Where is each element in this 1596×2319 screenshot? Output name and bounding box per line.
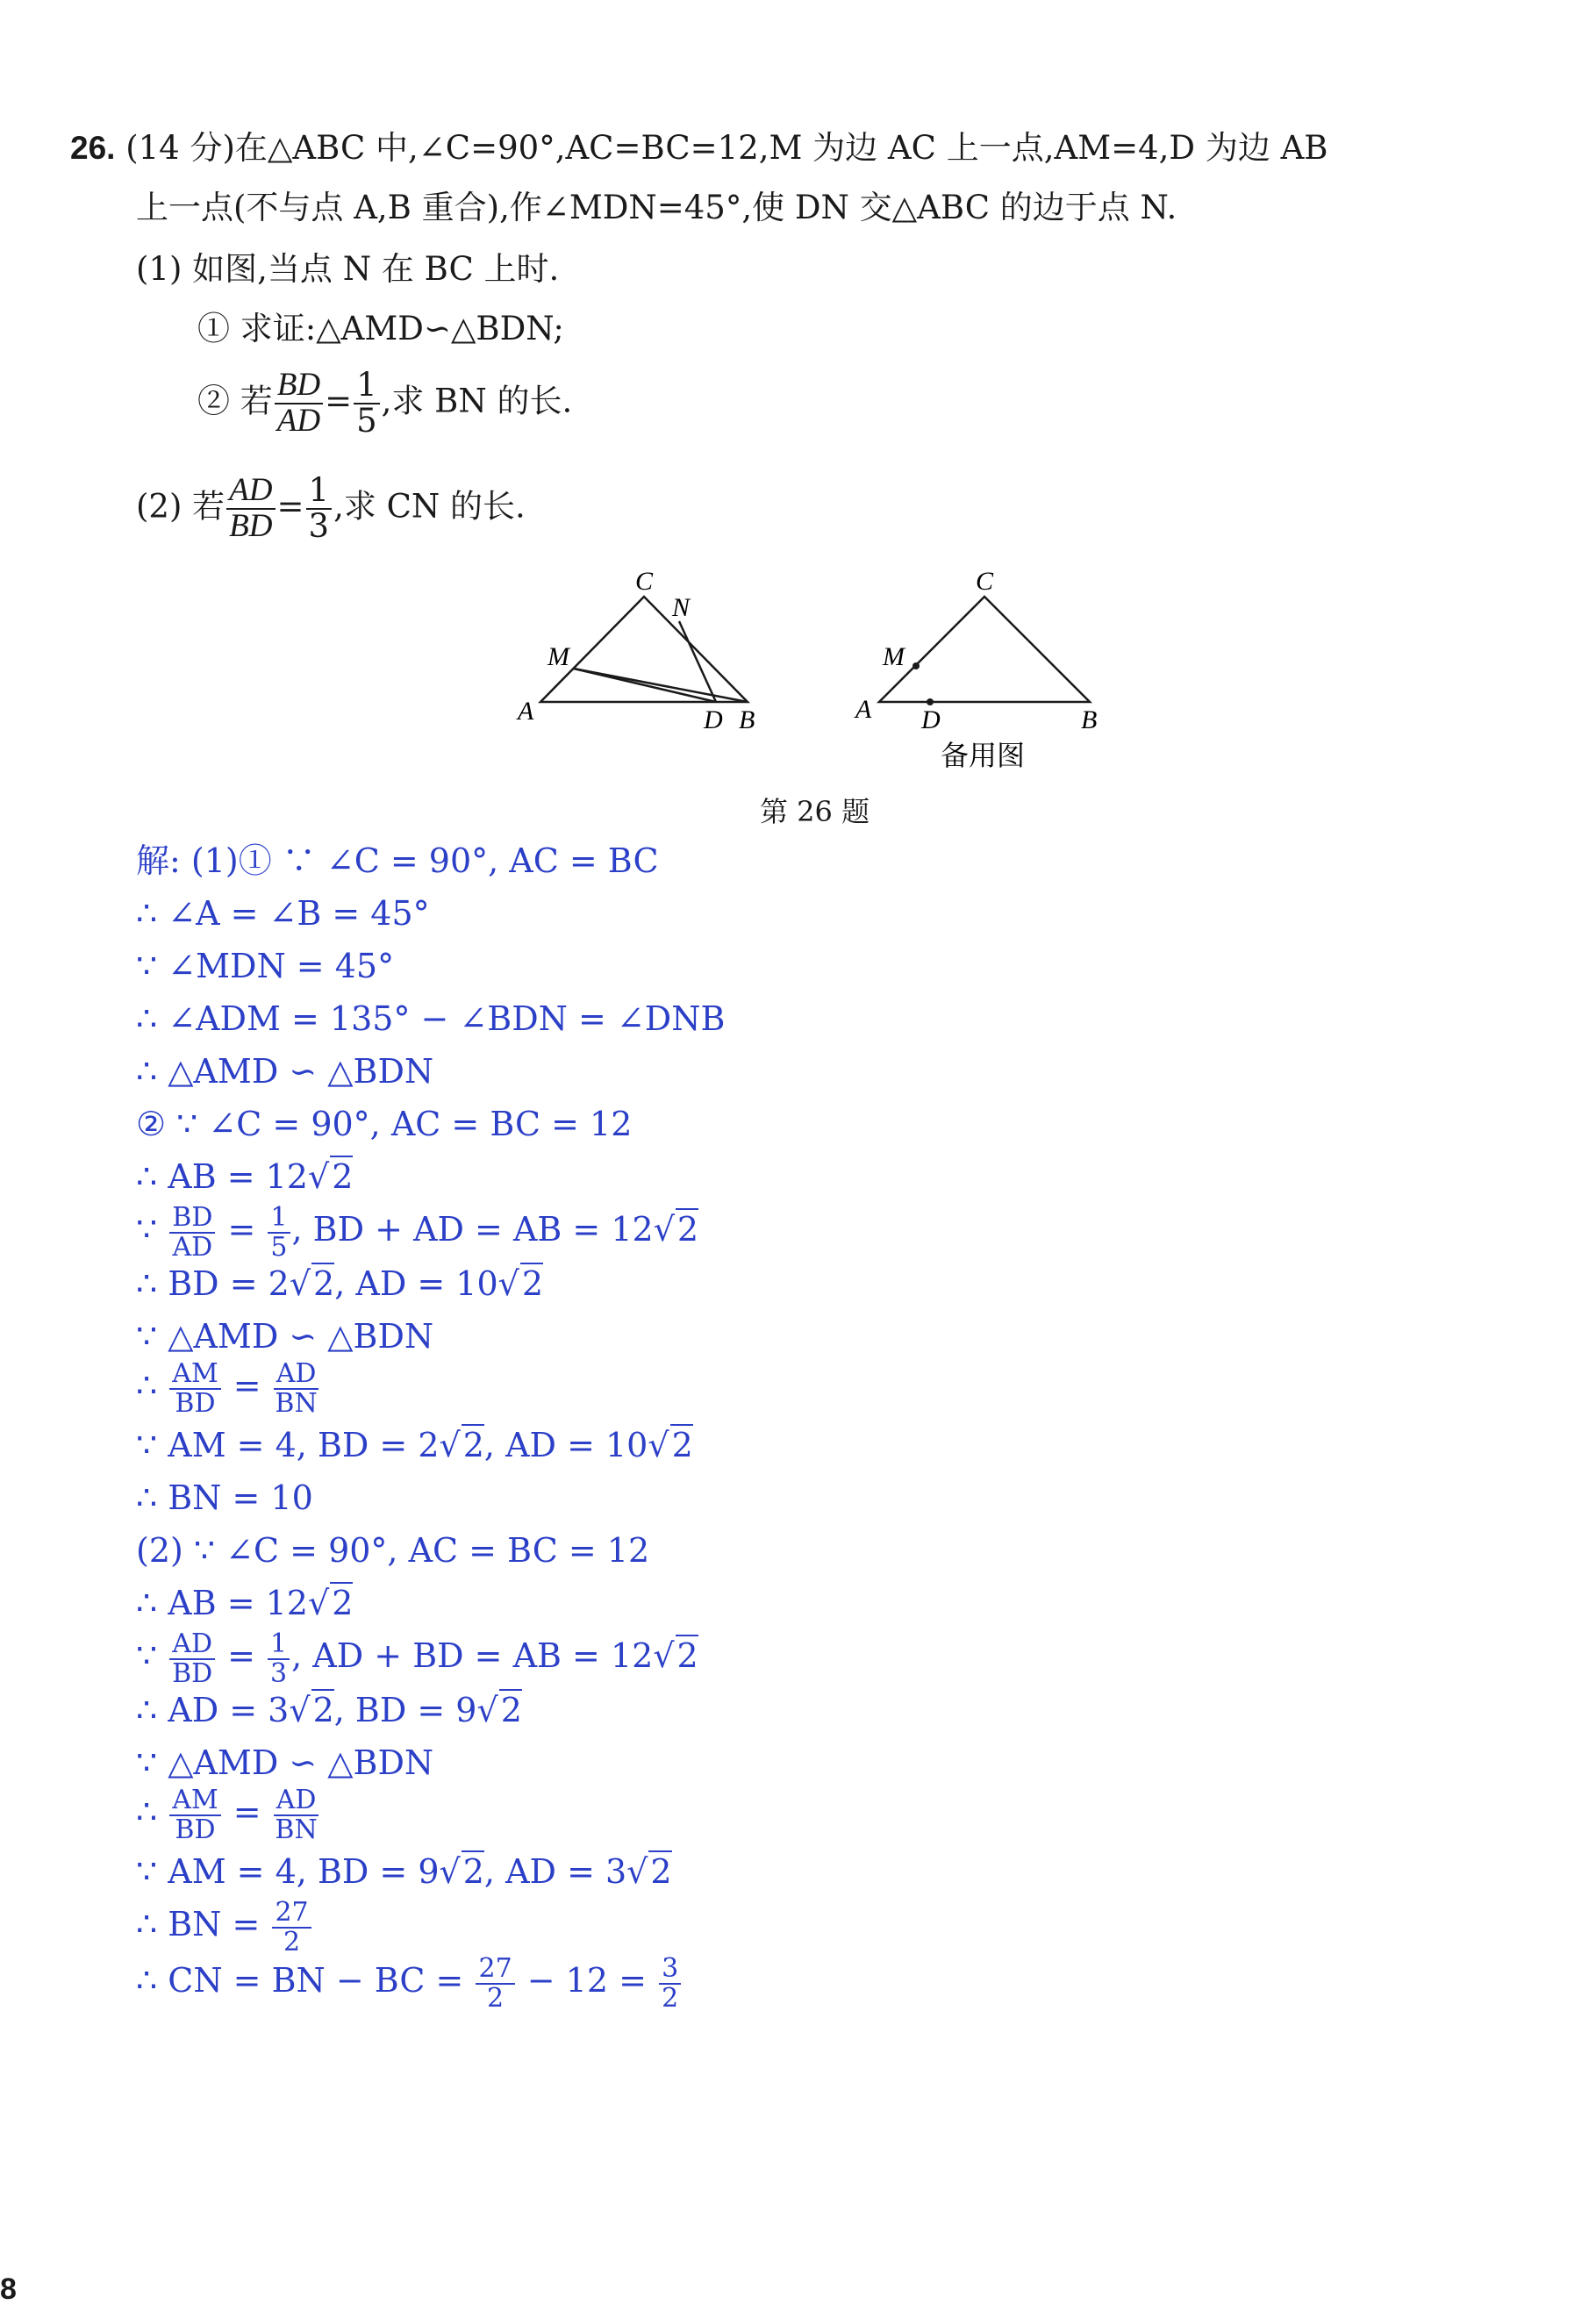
line-19-fraction-2-num: AD [274, 1786, 319, 1816]
line-8-pre: ∵ [136, 1210, 158, 1249]
line-22-fraction-2-den: 2 [662, 1982, 679, 2014]
main-triangle-figure [540, 597, 748, 702]
line-19-fraction-2 [274, 1786, 319, 1843]
part-2-post: ,求 CN 的长. [333, 487, 526, 526]
sub-2-fraction-den: AD [276, 402, 321, 439]
solution-line-4: ∴ ∠ADM = 135° − ∠BDN = ∠DNB [136, 999, 726, 1038]
line-16-pre: ∵ [136, 1636, 158, 1675]
line-20-a: ∵ AM = 4, BD = 9 [136, 1852, 440, 1891]
line-22-mid: − 12 = [526, 1961, 647, 2000]
line-17-radical-1: 2 [312, 1691, 334, 1729]
line-9-radical-2: 2 [521, 1264, 544, 1303]
part-2-fraction-num: AD [226, 474, 275, 510]
line-12-radical-2: 2 [671, 1426, 693, 1464]
line-22-fraction-1-den: 2 [487, 1982, 505, 2014]
label-m-main: M [548, 642, 569, 671]
line-8-fraction [169, 1204, 215, 1261]
part-2-pre: (2) 若 [136, 487, 225, 526]
sub-2-value-num: 1 [354, 369, 380, 404]
solution-line-8: ∵ $\frac{BD}{AD}$ = $\frac{1}{5}$ , BD + AD = AB = 12√2 [136, 1202, 699, 1263]
line-11-fraction-2-num: AD [274, 1360, 319, 1390]
line-12-radical-1: 2 [462, 1426, 484, 1464]
line-11-fraction-1 [169, 1360, 220, 1417]
part-1-text: (1) 如图,当点 N 在 BC 上时. [136, 250, 560, 288]
line-15-text: ∴ AB = 12 [136, 1584, 308, 1622]
line-8-radical: 2 [676, 1210, 699, 1249]
line-16-value-den: 3 [270, 1657, 288, 1689]
label-b-spare: B [1081, 705, 1098, 734]
part-2-equals: = [276, 487, 304, 526]
line-11-fraction-2-den: BN [275, 1387, 318, 1419]
label-c-spare: C [976, 567, 994, 596]
line-9-radical-1: 2 [313, 1264, 335, 1303]
line-16-equals: = [227, 1636, 255, 1675]
line-8-value-den: 5 [270, 1231, 288, 1263]
line-17-a: ∴ AD = 3 [136, 1691, 290, 1729]
line-8-post: , BD + AD = AB = 12 [291, 1210, 654, 1249]
line-11-fraction-2 [274, 1360, 319, 1417]
spare-point-d [927, 698, 934, 705]
solution-line-9: ∴ BD = 2√2, AD = 10√2 [136, 1264, 544, 1303]
solution-line-11 [136, 1360, 320, 1417]
solution-line-13: ∴ BN = 10 [136, 1478, 313, 1517]
line-20-radical-2: 2 [650, 1852, 672, 1891]
line-16-radical: 2 [676, 1636, 698, 1675]
problem-line-2 [136, 191, 1177, 224]
line-17-radical-2: 2 [500, 1691, 522, 1729]
line-7-text: ∴ AB = 12 [136, 1157, 308, 1196]
line-22-fraction-2 [659, 1955, 681, 2012]
part-2-fraction-den: BD [229, 507, 273, 544]
part-2-value [306, 471, 333, 545]
geometry-figure [491, 562, 1123, 781]
line-8-fraction-num: BD [169, 1204, 215, 1234]
problem-number: 26. [70, 130, 116, 166]
sub-2-equals: = [325, 382, 353, 420]
sub-2-pre: ② 若 [197, 382, 273, 420]
line-19-pre: ∴ [136, 1793, 158, 1831]
sub-2-fraction [275, 369, 323, 439]
line-11-pre: ∴ [136, 1366, 158, 1405]
line-8-fraction-den: AD [172, 1231, 213, 1263]
solution-line-2: ∴ ∠A = ∠B = 45° [136, 894, 430, 933]
spare-triangle-figure [879, 597, 1090, 702]
sub-2-fraction-num: BD [275, 369, 323, 404]
solution-line-6: ② ∵ ∠C = 90°, AC = BC = 12 [136, 1105, 633, 1143]
problem-part-1 [136, 250, 560, 288]
solution-line-17: ∴ AD = 3√2, BD = 9√2 [136, 1691, 522, 1729]
line-19-equals: = [233, 1793, 261, 1831]
line-9-b: , AD = 10 [334, 1264, 498, 1303]
sub-2-post: ,求 BN 的长. [381, 382, 573, 420]
part-2-fraction [226, 474, 275, 544]
label-a-main: A [518, 697, 534, 726]
part-2-value-den: 3 [308, 506, 330, 545]
solution-line-19 [136, 1786, 320, 1843]
line-17-b: , BD = 9 [333, 1691, 477, 1729]
line-19-fraction-1 [169, 1786, 220, 1843]
line-16-post: , AD + BD = AB = 12 [291, 1636, 654, 1675]
problem-line-1 [70, 129, 1328, 167]
line-8-equals: = [227, 1210, 256, 1249]
line-11-fraction-1-den: BD [175, 1387, 216, 1419]
problem-part-2 [136, 471, 526, 545]
line-19-fraction-1-den: BD [175, 1814, 216, 1845]
label-a-spare: A [855, 695, 872, 724]
line-22-fraction-2-num: 3 [659, 1955, 681, 1985]
figure-caption: 第 26 题 [760, 795, 870, 828]
solution-line-14: (2) ∵ ∠C = 90°, AC = BC = 12 [136, 1531, 650, 1570]
solution-line-10: ∵ △AMD ∽ △BDN [136, 1317, 434, 1356]
line-21-fraction-num: 27 [272, 1899, 311, 1929]
line-8-value-num: 1 [268, 1204, 290, 1234]
label-m-spare: M [883, 642, 905, 671]
spare-triangle-abc [879, 597, 1090, 702]
problem-text-line-2: 上一点(不与点 A,B 重合),作∠MDN=45°,使 DN 交△ABC 的边于点 N. [136, 189, 1177, 226]
line-15-radical: 2 [332, 1584, 354, 1622]
solution-line-16: ∵ $\frac{AD}{BD}$ = $\frac{1}{3}$ , AD + BD = AB = 12√2 [136, 1628, 698, 1689]
line-22-fraction-1-num: 27 [476, 1955, 514, 1985]
line-9-a: ∴ BD = 2 [136, 1264, 290, 1303]
line-8-value [268, 1204, 290, 1261]
line-21-fraction-den: 2 [283, 1926, 301, 1958]
solution-line-1: 解: (1)① ∵ ∠C = 90°, AC = BC [136, 841, 659, 880]
line-20-radical-1: 2 [462, 1852, 484, 1891]
line-16-fraction [169, 1630, 215, 1687]
solution-line-3: ∵ ∠MDN = 45° [136, 947, 395, 985]
spare-point-m [913, 662, 920, 669]
line-22-fraction-1 [476, 1955, 514, 2012]
line-21-fraction [272, 1899, 311, 1956]
solution-line-20: ∵ AM = 4, BD = 9√2, AD = 3√2 [136, 1852, 672, 1891]
sub-2-value [354, 366, 380, 440]
part-2-value-num: 1 [306, 474, 333, 510]
label-n-main: N [672, 593, 691, 622]
line-16-fraction-num: AD [169, 1630, 215, 1660]
solution-line-18: ∵ △AMD ∽ △BDN [136, 1743, 434, 1782]
line-7-radical: 2 [332, 1157, 354, 1196]
solution-line-12: ∵ AM = 4, BD = 2√2, AD = 10√2 [136, 1426, 693, 1464]
spare-figure-caption: 备用图 [941, 739, 1026, 772]
line-19-fraction-1-num: AM [169, 1786, 220, 1816]
problem-sub-2 [197, 366, 573, 440]
problem-text-line-1: (14 分)在△ABC 中,∠C=90°,AC=BC=12,M 为边 AC 上一点,AM=4,D 为边 AB [125, 129, 1328, 167]
line-11-equals: = [233, 1366, 261, 1405]
solution-line-22 [136, 1955, 683, 2012]
solution-line-15: ∴ AB = 12√2 [136, 1584, 354, 1622]
sub-1-text: ① 求证:△AMD∽△BDN; [197, 310, 564, 347]
page-number: 8 [0, 2272, 17, 2306]
label-b-main: B [739, 705, 755, 734]
line-22-pre: ∴ CN = BN − BC = [136, 1961, 464, 2000]
solution-line-7: ∴ AB = 12√2 [136, 1157, 354, 1196]
solution-line-5: ∴ △AMD ∽ △BDN [136, 1052, 434, 1091]
label-d-main: D [704, 705, 723, 734]
line-19-fraction-2-den: BN [275, 1814, 318, 1845]
line-16-value-num: 1 [268, 1630, 290, 1660]
sub-2-value-den: 5 [356, 401, 377, 440]
line-16-fraction-den: BD [172, 1657, 213, 1689]
problem-sub-1 [197, 312, 564, 345]
label-c-main: C [635, 567, 654, 596]
line-12-a: ∵ AM = 4, BD = 2 [136, 1426, 440, 1464]
label-d-spare: D [921, 705, 941, 734]
line-16-value [268, 1630, 290, 1687]
line-11-fraction-1-num: AM [169, 1360, 220, 1390]
segment-mb [574, 669, 748, 702]
solution-line-21 [136, 1899, 313, 1956]
line-12-b: , AD = 10 [483, 1426, 648, 1464]
line-20-b: , AD = 3 [483, 1852, 627, 1891]
line-21-pre: ∴ BN = [136, 1905, 261, 1943]
